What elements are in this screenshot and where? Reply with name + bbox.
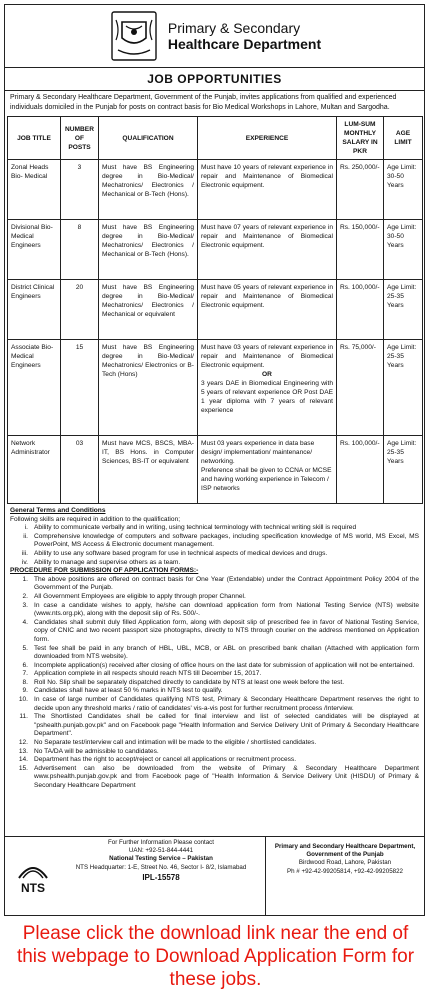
age-cell: Age Limit: 30-50 Years	[384, 220, 423, 280]
list-num: 6.	[22, 661, 28, 669]
jobs-table	[7, 116, 423, 504]
list-text: Roll No. Slip shall be separately dispatched directly to candidate by NTS at least one week before the test.	[34, 678, 345, 686]
punjab-crest-icon	[108, 10, 160, 62]
salary-cell: Rs. 75,000/-	[337, 340, 384, 436]
ipl-number: IPL-15578	[142, 872, 180, 882]
list-item	[10, 765, 419, 791]
nts-label: NTS	[21, 881, 45, 895]
col-qualification: QUALIFICATION	[99, 117, 198, 160]
table-row	[8, 436, 423, 504]
list-num: i.	[24, 524, 28, 532]
table-row	[8, 220, 423, 280]
salary-cell: Rs. 100,000/-	[337, 280, 384, 340]
table-row	[8, 160, 423, 220]
age-cell: Age Limit: 30-50 Years	[384, 160, 423, 220]
list-text: Candidates shall submit duly filled Application form, along with deposit slip of prescribed fee in favor of National Testing Service, copy of CNIC and two recent passport size photographs, directly to NTS through courier on the address mentioned on Application form.	[34, 618, 419, 643]
list-item	[10, 576, 419, 593]
experience-cell	[198, 220, 337, 280]
posts-cell: 15	[61, 340, 99, 436]
dept-name: Primary and Secondary Healthcare Department, Government of the Punjab	[274, 843, 416, 859]
list-num: 2.	[22, 592, 28, 600]
experience-alt-text: 3 years DAE in Biomedical Engineering with 5 years of relevant experience OR Post DAE 1 year diploma with 7 years of relevant experience	[201, 380, 333, 414]
salary-cell: Rs. 100,000/-	[337, 436, 384, 504]
list-text: Ability to use any software based program for use in technical aspects of medical devices and drugs.	[34, 549, 328, 557]
list-item	[10, 713, 419, 739]
list-item	[10, 524, 419, 533]
salary-cell: Rs. 150,000/-	[337, 220, 384, 280]
list-text: Department has the right to accept/reject or cancel all applications or recruitment process.	[34, 756, 297, 764]
list-num: 11.	[19, 713, 28, 721]
ad-footer	[5, 836, 424, 915]
list-num: iii.	[21, 549, 28, 557]
intro-text: Primary & Secondary Healthcare Department, Government of the Punjab, invites applications from qualified and experienced individuals domiciled in the Punjab for posts on contract basis for Bio Medical Workshops in Lahore, Multan and Sargodha.	[10, 94, 397, 111]
skills-list	[10, 524, 419, 567]
footer-contact	[57, 837, 265, 915]
header-text	[168, 20, 321, 52]
table-header-row	[8, 117, 423, 160]
experience-text: Must 03 years experience in data base design/ implementation/ maintenance/ networking.	[201, 440, 315, 465]
list-num: 4.	[22, 618, 28, 626]
dept-address: Birdwood Road, Lahore, Pakistan	[298, 859, 392, 867]
age-cell: Age Limit: 25-35 Years	[384, 340, 423, 436]
procedure-list	[10, 576, 419, 791]
list-text: Comprehensive knowledge of computers and software packages, including specification knowledge of MS world, MS Excel, MS PowerPoint, MS Access & Electronic document management.	[34, 532, 419, 549]
job-title-cell: Zonal Heads Bio- Medical	[8, 160, 61, 220]
col-job-title: JOB TITLE	[8, 117, 61, 160]
list-num: 3.	[22, 601, 28, 609]
footer-department	[265, 837, 424, 915]
uan-text: UAN: +92-51-844-4441	[128, 847, 194, 855]
nts-emblem-icon	[13, 856, 53, 896]
procedure-heading: PROCEDURE FOR SUBMISSION OF APPLICATION FORMS:-	[10, 567, 199, 575]
list-num: 14.	[18, 756, 28, 764]
qualification-cell: Must have BS Engineering degree in Bio-Medical/ Mechatronics/ Electronics / Mechanical or equivalent	[99, 280, 198, 340]
posts-cell: 03	[61, 436, 99, 504]
list-item	[10, 662, 419, 671]
posts-cell: 3	[61, 160, 99, 220]
job-title-cell: District Clinical Engineers	[8, 280, 61, 340]
table-row	[8, 280, 423, 340]
experience-cell	[198, 436, 337, 504]
list-item	[10, 619, 419, 645]
list-num: 13.	[18, 747, 28, 755]
list-num: 5.	[22, 644, 28, 652]
posts-cell: 20	[61, 280, 99, 340]
age-cell: Age Limit: 25-35 Years	[384, 280, 423, 340]
posts-cell: 8	[61, 220, 99, 280]
list-num: iv.	[21, 558, 28, 566]
salary-cell: Rs. 250,000/-	[337, 160, 384, 220]
list-text: Test fee shall be paid in any branch of HBL, UBL, MCB, or ABL on prescribed bank challan (Attached with application form downloaded from NTS website).	[34, 644, 419, 661]
list-num: 12.	[18, 739, 28, 747]
list-num: 10.	[18, 696, 28, 704]
experience-text: Must have 03 years of relevant experience in repair and Maintenance of Biomedical Electronic equipment.	[201, 344, 333, 369]
terms-section	[5, 504, 424, 791]
list-text: Ability to communicate verbally and in writing, using technical terminology with technical writing skill is required	[34, 524, 357, 532]
list-item	[10, 670, 419, 679]
experience-alt-text: Preference shall be given to CCNA or MCSE and having working experience in Telecom / ISP networks	[201, 467, 332, 492]
table-row	[8, 340, 423, 436]
contact-heading: For Further Information Please contact	[108, 839, 214, 846]
job-advertisement	[4, 4, 425, 916]
terms-heading: General Terms and Conditions	[10, 507, 106, 514]
list-item	[10, 696, 419, 713]
list-item	[10, 739, 419, 748]
download-notice: Please click the download link near the end of this webpage to Download Application Form for these jobs.	[16, 923, 415, 990]
nts-address: NTS Headquarter: 1-E, Street No. 46, Sector I- 8/2, Islamabad	[75, 863, 247, 871]
list-num: 1.	[22, 575, 28, 583]
list-num: 8.	[22, 678, 28, 686]
experience-cell	[198, 160, 337, 220]
dept-phone: Ph # +92-42-99205814, +92-42-99205822	[287, 867, 403, 875]
list-text: In case of large number of Candidates qualifying NTS test, Primary & Secondary Healthcare Department reserves the right to decide upon any threshold marks / ratio of candidates' vis-a-vis post for further recruitment process /Interview.	[34, 696, 419, 712]
list-text: In case a candidate wishes to apply, he/she can download application form from National Testing Service (NTS) website (www.nts.org.pk), along with the deposit slip of Rs. 500/-.	[34, 601, 419, 618]
job-title-cell: Divisional Bio- Medical Engineers	[8, 220, 61, 280]
list-num: ii.	[23, 532, 28, 540]
experience-text: Must have 07 years of relevant experience in repair and Maintenance of Biomedical Electronic equipment.	[201, 224, 333, 249]
list-item	[10, 645, 419, 662]
col-posts: NUMBER OF POSTS	[61, 117, 99, 160]
list-item	[10, 593, 419, 602]
list-text: The Shortlisted Candidates shall be called for final interview and list of selected candidates will be displayed at "pshealth.punjab.gov.pk" and on Facebook page "Health Information and Service Delivery Unit of Primary & Secondary Healthcare Department".	[34, 713, 419, 738]
list-item	[10, 679, 419, 688]
list-item	[10, 550, 419, 559]
list-item	[10, 602, 419, 619]
list-item	[10, 756, 419, 765]
list-num: 15.	[18, 764, 28, 772]
col-age: AGE LIMIT	[384, 117, 423, 160]
experience-text: Must have 10 years of relevant experience in repair and Maintenance of Biomedical Electronic equipment.	[201, 164, 333, 189]
list-text: The above positions are offered on contract basis for One Year (Extendable) under the Contract Appointment Policy 2004 of the Government of the Punjab.	[34, 575, 419, 592]
header-line1: Primary & Secondary	[167, 20, 301, 36]
terms-lead: Following skills are required in addition to the qualification;	[10, 515, 181, 523]
list-item	[10, 687, 419, 696]
qualification-cell: Must have MCS, BSCS, MBA-IT, BS Hons. in Computer Sciences, BS-IT or equivalent	[99, 436, 198, 504]
list-text: Application complete in all respects should reach NTS till December 15, 2017.	[34, 670, 262, 678]
list-num: 9.	[22, 687, 28, 695]
list-item	[10, 533, 419, 550]
job-title-cell: Associate Bio- Medical Engineers	[8, 340, 61, 436]
experience-cell	[198, 340, 337, 436]
age-cell: Age Limit: 25-35 Years	[384, 436, 423, 504]
ad-header	[5, 5, 424, 68]
list-item	[10, 559, 419, 568]
qualification-cell: Must have BS Engineering degree in Bio-Medical/ Mechatronics/ Electronics / Mechanical or B-Tech (Hons).	[99, 220, 198, 280]
list-text: All Government Employees are eligible to apply through proper Channel.	[34, 592, 246, 600]
col-salary: LUM-SUM MONTHLY SALARY IN PKR	[337, 117, 384, 160]
list-text: Advertisement can also be downloaded from the website of Primary & Secondary Healthcare Department www.pshealth.punjab.gov.pk and from Facebook page of "Health Information & Service Delivery Unit (HISDU) of Primary & Secondary Healthcare Department	[34, 764, 419, 789]
header-line2: Healthcare Department	[167, 36, 322, 52]
qualification-cell: Must have BS Engineering degree in Bio-Medical/ Mechatronics/ Electronics or B-Tech (Hons)	[99, 340, 198, 436]
qualification-cell: Must have BS Engineering degree in Bio-Medical/ Mechatronics/ Electronics / Mechanical or B-Tech (Hons).	[99, 160, 198, 220]
list-text: Incomplete application(s) received after closing of office hours on the last date for submission of application will not be entertained.	[34, 661, 415, 669]
experience-text: Must have 05 years of relevant experience in repair and Maintenance of Biomedical Electronic equipment.	[201, 284, 333, 309]
nts-name: National Testing Service – Pakistan	[109, 855, 213, 863]
list-text: No TA/DA will be admissible to candidates.	[34, 747, 159, 755]
list-num: 7.	[22, 670, 28, 678]
job-title-cell: Network Administrator	[8, 436, 61, 504]
nts-logo	[5, 837, 57, 915]
list-text: No Separate test/interview call and intimation will be made to the eligible / shortlisted candidates.	[34, 739, 317, 747]
list-text: Candidates shall have at least 50 % marks in NTS test to qualify.	[34, 687, 223, 695]
job-opportunities-title: JOB OPPORTUNITIES	[5, 68, 424, 91]
list-text: Ability to manage and supervise others as a team.	[34, 558, 181, 566]
experience-or: OR	[262, 371, 272, 378]
col-experience: EXPERIENCE	[198, 117, 337, 160]
list-item	[10, 748, 419, 757]
experience-cell	[198, 280, 337, 340]
